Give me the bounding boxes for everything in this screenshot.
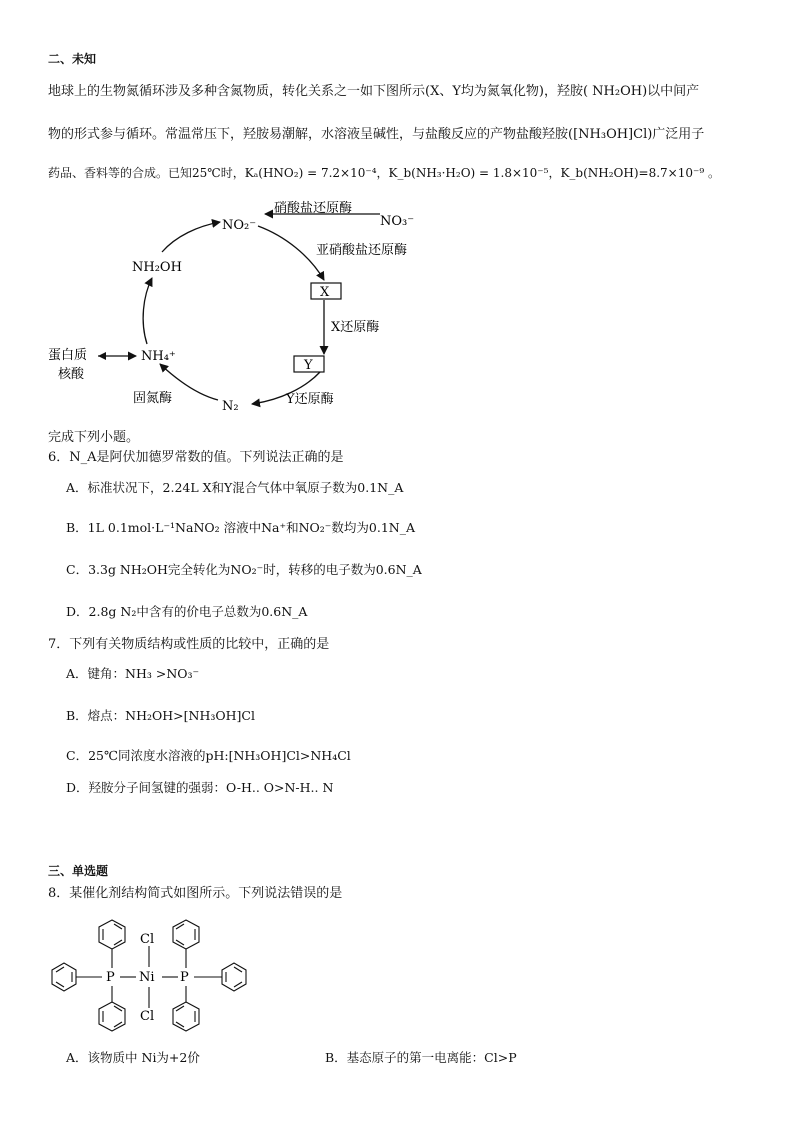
y-enzyme-label: Y还原酶: [286, 392, 334, 407]
instruction-text: 完成下列小题。: [48, 430, 140, 445]
q6-option-d: D．2.8g N₂中含有的价电子总数为0.6N_A: [66, 604, 308, 619]
section-heading: 二、未知: [48, 52, 97, 66]
nitrogenase-label: 固氮酶: [133, 391, 173, 406]
nh2oh-label: NH₂OH: [132, 260, 182, 275]
q8-option-b: B．基态原子的第一电离能：Cl>P: [325, 1050, 517, 1065]
q7-option-a: A．键角：NH₃ >NO₃⁻: [66, 666, 200, 681]
q7-stem: 7．下列有关物质结构或性质的比较中，正确的是: [48, 637, 330, 652]
q8-option-a: A．该物质中 Ni为+2价: [66, 1050, 200, 1065]
intro-line-2: 物的形式参与循环。常温常压下，羟胺易潮解，水溶液呈碱性，与盐酸反应的产物盐酸羟胺([NH₃OH]Cl)广泛用子: [48, 127, 705, 142]
q6-option-b: B．1L 0.1mol·L⁻¹NaNO₂ 溶液中Na⁺和NO₂⁻数均为0.1N_A: [66, 520, 415, 535]
chlorine-top-label: Cl: [140, 932, 155, 947]
n2-label: N₂: [222, 399, 239, 414]
arrowhead-left: [98, 352, 106, 360]
protein-label: 蛋白质: [48, 348, 88, 363]
x-label: X: [320, 285, 330, 300]
q6-option-c: C．3.3g NH₂OH完全转化为NO₂⁻时，转移的电子数为0.6N_A: [66, 562, 422, 577]
no3-label: NO₃⁻: [380, 214, 415, 229]
no2-label: NO₂⁻: [222, 218, 257, 233]
q6-stem: 6．N_A是阿伏加德罗常数的值。下列说法正确的是: [48, 450, 344, 465]
q7-option-c: C．25℃同浓度水溶液的pH:[NH₃OH]Cl>NH₄Cl: [66, 748, 351, 763]
y-label: Y: [304, 358, 313, 373]
q7-option-d: D．羟胺分子间氢键的强弱：O-H.. O>N-H.. N: [66, 780, 334, 795]
nickel-label: Ni: [139, 970, 155, 985]
q8-stem: 8．某催化剂结构简式如图所示。下列说法错误的是: [48, 886, 343, 901]
catalyst-structure: [44, 910, 254, 1040]
q7-option-b: B．熔点：NH₂OH>[NH₃OH]Cl: [66, 708, 255, 723]
nitrate-enzyme-label: 硝酸盐还原酶: [274, 201, 353, 216]
phosphorus-right-label: P: [180, 970, 189, 985]
section3-heading: 三、单选题: [48, 864, 109, 878]
chlorine-bottom-label: Cl: [140, 1009, 155, 1024]
arrow-nh4-to-nh2oh: [143, 278, 152, 344]
x-enzyme-label: X还原酶: [331, 320, 380, 335]
nh4-label: NH₄⁺: [141, 349, 176, 364]
intro-line-3: 药品、香料等的合成。已知25℃时，Kₐ(HNO₂) = 7.2×10⁻⁴，K_b(NH₃·H₂O) = 1.8×10⁻⁵，K_b(NH₂OH)=8.7×10⁻⁹ 。: [48, 166, 720, 180]
q6-option-a: A．标准状况下，2.24L X和Y混合气体中氧原子数为0.1N_A: [66, 480, 404, 495]
nucleic-acid-label: 核酸: [58, 367, 85, 382]
nitrite-enzyme-label: 亚硝酸盐还原酶: [316, 243, 408, 258]
phosphorus-left-label: P: [106, 970, 115, 985]
nitrogen-cycle-diagram: [40, 196, 440, 424]
intro-line-1: 地球上的生物氮循环涉及多种含氮物质，转化关系之一如下图所示(X、Y均为氮氧化物)，羟胺( NH₂OH)以中间产: [48, 84, 700, 99]
arrow-no2-to-x: [258, 226, 324, 280]
arrow-nh2oh-to-no2: [162, 222, 220, 252]
